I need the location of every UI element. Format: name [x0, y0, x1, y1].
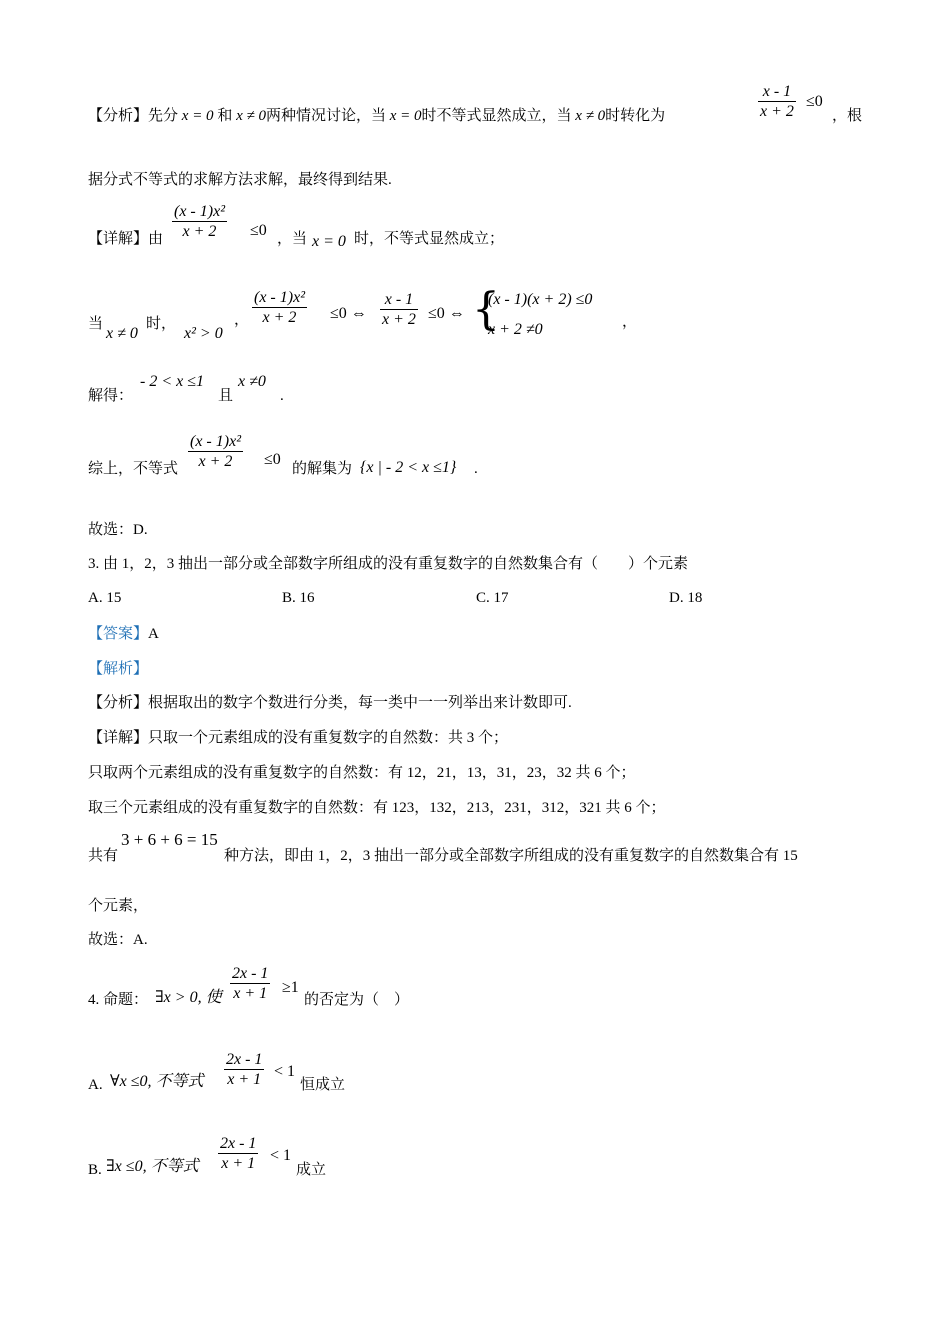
- answer-value: A: [148, 626, 159, 642]
- relation: ≥1: [282, 979, 299, 996]
- math-inline: x² > 0: [184, 325, 223, 342]
- fraction: [230, 964, 270, 1003]
- math-inline: x ≠0: [238, 373, 266, 390]
- math-inline: ∃x > 0, 使: [155, 989, 222, 1006]
- math-inline: x ≠ 0: [575, 108, 606, 124]
- analysis-tag: 【分析】: [88, 108, 149, 124]
- answer-line: [88, 624, 159, 644]
- fraction-numerator: (x - 1)x²: [254, 289, 305, 306]
- text: .: [280, 388, 284, 404]
- text: .: [474, 461, 478, 477]
- relation: ≤0 ⇔: [330, 305, 367, 322]
- text: 综上，不等式: [88, 461, 179, 477]
- math-inline: x ≠ 0: [236, 108, 266, 124]
- detail-two: 只取两个元素组成的没有重复数字的自然数：有 12，21，13，31，23，32 共 6 个；: [88, 765, 636, 781]
- fraction-numerator: (x - 1)x²: [190, 433, 241, 450]
- relation: ≤0: [250, 222, 267, 239]
- relation: ≤0: [806, 93, 823, 110]
- math-inline: x ≠ 0: [106, 325, 138, 342]
- math-inline: x = 0: [312, 233, 346, 250]
- text: 成立: [296, 1162, 327, 1178]
- text: 时，不等式显然成立；: [354, 231, 505, 247]
- math-inline: x = 0: [389, 108, 422, 124]
- text: 共有: [88, 848, 119, 864]
- fraction-denominator: x + 2: [382, 311, 416, 328]
- detail-line-1: [88, 229, 163, 249]
- total-line-2: 个元素，: [88, 898, 149, 914]
- fraction-denominator: x + 2: [262, 309, 297, 326]
- option-a-label: A.: [88, 1077, 103, 1093]
- text: ，当: [277, 231, 308, 247]
- math-inline: ∃x ≤0, 不等式: [106, 1158, 199, 1175]
- fraction-denominator: x + 2: [182, 223, 217, 240]
- fraction-denominator: x + 1: [227, 1071, 262, 1088]
- detail-text: 【详解】只取一个元素组成的没有重复数字的自然数：共 3 个；: [88, 730, 509, 746]
- analysis-line-2: 据分式不等式的求解方法求解，最终得到结果.: [88, 172, 392, 188]
- relation: < 1: [274, 1063, 296, 1080]
- fraction-numerator: x - 1: [758, 82, 796, 102]
- option-a: A. 15: [88, 590, 122, 606]
- text: 时不等式显然成立，当: [421, 108, 572, 124]
- math-inline: x = 0: [181, 108, 214, 124]
- system-eq-1: (x - 1)(x + 2) ≤0: [488, 291, 593, 308]
- math-inline: - 2 < x ≤1: [140, 373, 205, 390]
- option-b: B. 16: [282, 590, 315, 606]
- solution-set: {x | - 2 < x ≤1}: [360, 459, 457, 476]
- text: 种方法，即由 1，2，3 抽出一部分或全部数字所组成的没有重复数字的自然数集合有 15: [224, 848, 798, 864]
- text: 的否定为（ ）: [304, 992, 410, 1008]
- text: ，: [234, 312, 250, 328]
- text: 解得：: [88, 388, 134, 404]
- text: 先分: [148, 108, 179, 124]
- fraction: [172, 202, 227, 241]
- option-c: C. 17: [476, 590, 509, 606]
- text: ，: [622, 314, 638, 330]
- fraction-denominator: x + 1: [233, 985, 268, 1002]
- relation: ≤0 ⇔: [428, 305, 465, 322]
- fraction-numerator: (x - 1)x²: [174, 203, 225, 220]
- relation: < 1: [270, 1147, 292, 1164]
- jiexi-tag: 【解析】: [88, 661, 149, 677]
- fraction: [380, 290, 418, 329]
- fraction: [224, 1050, 264, 1089]
- math-inline: ∀x ≤0, 不等式: [110, 1073, 204, 1090]
- analysis-line-1: [88, 106, 665, 126]
- text: 当: [88, 316, 104, 332]
- text: 时，: [146, 316, 177, 332]
- analysis-text: 【分析】根据取出的数字个数进行分类，每一类中一一列举出来计数即可.: [88, 695, 572, 711]
- fraction-denominator: x + 2: [198, 453, 233, 470]
- fraction: [188, 432, 243, 471]
- fraction: [252, 288, 307, 327]
- answer-tag: 【答案】: [88, 626, 149, 642]
- text: 4. 命题：: [88, 992, 149, 1008]
- text: 和: [217, 108, 233, 124]
- system-eq-2: x + 2 ≠0: [488, 321, 543, 338]
- choice-line-3: 故选：A.: [88, 932, 148, 948]
- detail-three: 取三个元素组成的没有重复数字的自然数：有 123，132，213，231，312，321 共 6 个；: [88, 800, 666, 816]
- text: 由: [148, 231, 164, 247]
- fraction-denominator: x + 2: [760, 103, 794, 120]
- detail-tag: 【详解】: [88, 231, 149, 247]
- question-3-stem: 3. 由 1，2，3 抽出一部分或全部数字所组成的没有重复数字的自然数集合有（ ）个元素: [88, 556, 689, 572]
- text: 两种情况讨论，当: [265, 108, 386, 124]
- math-inline: 3 + 6 + 6 = 15: [121, 830, 218, 849]
- fraction-numerator: x - 1: [380, 290, 418, 310]
- text: 恒成立: [300, 1077, 346, 1093]
- relation: ≤0: [264, 451, 281, 468]
- choice-line: 故选：D.: [88, 522, 148, 538]
- fraction: [218, 1134, 258, 1173]
- text: 的解集为: [292, 461, 353, 477]
- fraction-numerator: 2x - 1: [220, 1135, 257, 1152]
- left-brace-icon: {: [472, 284, 500, 335]
- text: 且: [218, 388, 234, 404]
- fraction: [758, 82, 796, 121]
- option-d: D. 18: [669, 590, 703, 606]
- fraction-numerator: 2x - 1: [232, 965, 269, 982]
- fraction-denominator: x + 1: [221, 1155, 256, 1172]
- text: 时转化为: [605, 108, 666, 124]
- option-b-label: B.: [88, 1162, 102, 1178]
- text: ，根: [832, 108, 863, 124]
- fraction-numerator: 2x - 1: [226, 1051, 263, 1068]
